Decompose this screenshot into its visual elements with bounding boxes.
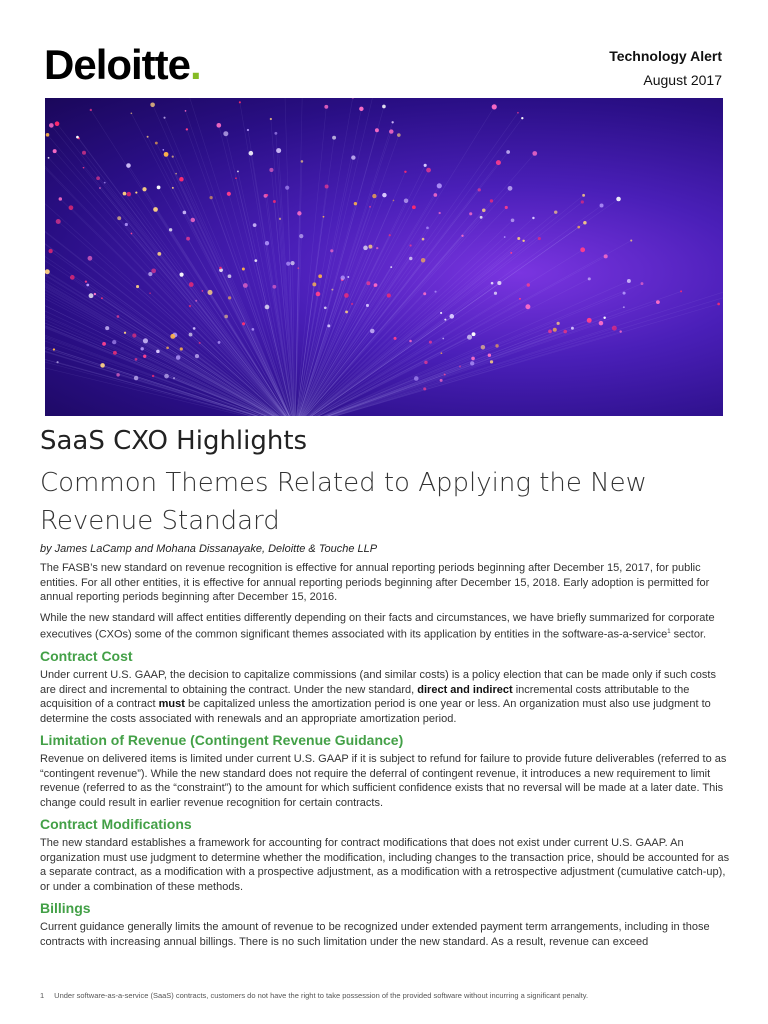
cc-text-2: incremental costs attributable to the acquisition of a contract	[40, 683, 690, 711]
footnote-number: 1	[40, 991, 45, 1000]
footnote	[40, 991, 730, 1000]
page-title: SaaS CXO Highlights	[40, 426, 308, 456]
logo-text: Deloitte	[44, 41, 191, 88]
fiber-optic-illustration	[45, 98, 723, 416]
article-body	[40, 561, 730, 955]
heading-contract-cost: Contract Cost	[40, 647, 133, 664]
byline: by James LaCamp and Mohana Dissanayake, Deloitte & Touche LLP	[40, 543, 378, 555]
heading-billings: Billings	[40, 899, 91, 916]
cc-bold-2: must	[158, 698, 185, 711]
footnote-ref: 1	[667, 629, 671, 636]
page-subtitle: Common Themes Related to Applying the New Revenue Standard	[40, 468, 647, 536]
intro-p2-text: While the new standard will affect entities differently depending on their facts and circumstances, we have briefly summarized for corporate executives (CXOs) some of the common significant themes associated with its application by entities in the software-as-a-service	[40, 611, 715, 642]
modifications-paragraph: The new standard establishes a framework for accounting for contract modifications that does not exist under current U.S. GAAP. An organization must use judgment to determine whether the modification, including changes to the transaction price, should be accounted for as a separate contract, as a modification with a prospective adjustment, as a modification with a retrospective adjustment (cumulative catch-up), or under a combination of these methods.	[40, 837, 730, 893]
contract-cost-paragraph	[40, 668, 730, 726]
intro-p2-end: sector.	[670, 629, 707, 642]
limitation-paragraph: Revenue on delivered items is limited under current U.S. GAAP if it is subject to refund for failure to provide future deliverables (referred to as “contingent revenue”). While the new standard does not require the deferral of contingent revenue, it introduces a new requirement to limit revenue (referred to as the “constraint”) to the amount for which sufficient confidence exists that no reversal will be made at a later date. This change could result in earlier revenue recognition for certain contracts.	[40, 753, 727, 809]
cc-bold-1: direct and indirect	[417, 683, 513, 696]
billings-paragraph: Current guidance generally limits the amount of revenue to be recognized under extended payment term arrangements, including in those contracts with increasing annual billings. There is no such limitation under the new standard. As a result, revenue can exceed	[40, 921, 710, 948]
intro-paragraph-1: The FASB’s new standard on revenue recognition is effective for annual reporting periods beginning after December 15, 2017, for public entities. For all other entities, it is effective for annual reporting periods beginning after December 15, 2018. Early adoption is permitted for annual reporting periods beginning after December 15, 2016.	[40, 562, 710, 604]
deloitte-logo	[44, 41, 201, 88]
alert-type: Technology Alert	[609, 48, 722, 64]
alert-date: August 2017	[643, 72, 722, 88]
logo-dot: .	[190, 41, 201, 88]
footnote-text: Under software-as-a-service (SaaS) contracts, customers do not have the right to take possession of the provided software without incurring a significant penalty.	[54, 991, 589, 1000]
hero-image-fiber-optics	[45, 98, 723, 416]
cc-text-1: Under current U.S. GAAP, the decision to capitalize commissions (and similar costs) is a policy election that can be made only if such costs are direct and incremental to obtaining the contract. Under the new standard,	[40, 669, 716, 696]
cc-text-3: be capitalized unless the amortization period is one year or less. An organization must also use judgment to determine the costs associated with renewals and an appropriate amortization period.	[40, 698, 711, 725]
heading-limitation-of-revenue: Limitation of Revenue (Contingent Revenue Guidance)	[40, 731, 404, 748]
heading-contract-modifications: Contract Modifications	[40, 815, 192, 832]
intro-paragraph-2	[40, 611, 730, 643]
